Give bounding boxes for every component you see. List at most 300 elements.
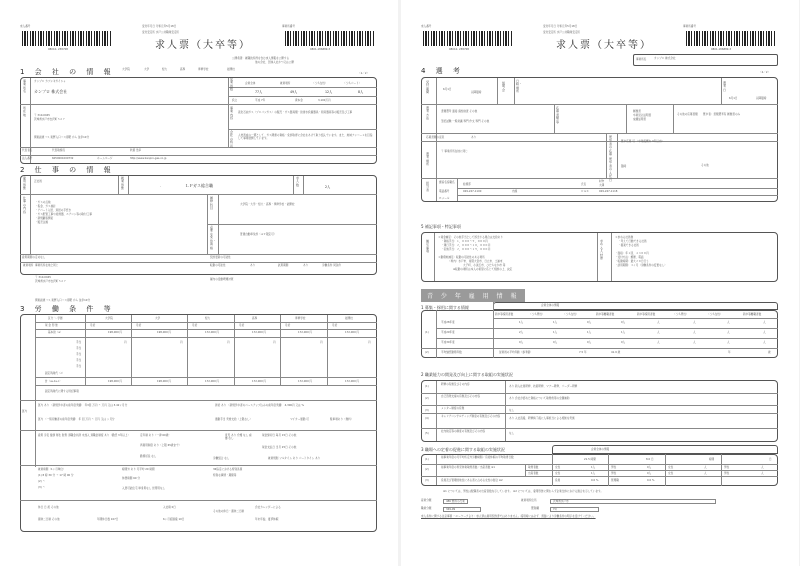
label-extension: 内線 xyxy=(512,190,518,193)
note-right-line: ＊求める社員像 xyxy=(615,236,634,239)
youth-cell: 0人 xyxy=(553,341,558,344)
housing: 入居可能住宅 単身用なし 世帯用なし xyxy=(122,487,166,490)
label-job-content: 仕事の内容 xyxy=(23,196,27,214)
company-feature: 人材育成の一環として、ガス関連の資格・免許取得に会社をあげて取り組んでいます。また、地域ナンバー１を目指して事業展開しています。 xyxy=(238,134,373,141)
training-index: (5) xyxy=(425,432,429,435)
label-graduate-apply: 既卒者の応募 xyxy=(609,135,613,157)
label-overtime-avg: 前事業年度の月平均所定外労働時間／有給休暇の平均取得日数 xyxy=(441,456,514,459)
license: 普通自動車免許（ＡＴ限定可） xyxy=(240,233,277,236)
work-form: - xyxy=(160,185,161,188)
note-line: ・資格手当：１，０００～９，０００円 xyxy=(441,240,488,243)
parking: 駐車場あり（無料） xyxy=(330,418,354,421)
overtime-unit: 時間 xyxy=(709,458,715,461)
special-clause: 36協定における特別条項 xyxy=(213,468,243,471)
note-line: ※転勤の場所は本人の希望に応じて相談の上、決定 xyxy=(453,268,513,271)
label-capital: 資本金 xyxy=(295,99,303,102)
target-kosen: 高専 xyxy=(180,68,186,71)
section-3-title: 3 労 働 条 件 等 xyxy=(20,305,115,313)
youth-cell: 2人 xyxy=(519,331,524,334)
childcare-taker-cell: 人 xyxy=(704,466,707,469)
label-docs: 応募書類等 xyxy=(556,106,560,124)
occupation: 349-99 xyxy=(443,507,481,512)
retirement-age: 定年制 あり（一律 60歳） xyxy=(140,434,171,437)
selection-note: 以降随時 xyxy=(756,97,767,100)
section-2-title: 2 仕 事 の 情 報 xyxy=(20,166,115,174)
warning-note: 求人条件に関する注意事項 ハローワークより：求人票は雇用契約書ではありません。採用時には必ず、書面により労働条件の明示を受けてください。 xyxy=(421,515,596,518)
break-time: 休憩時間 60 分 xyxy=(122,477,140,480)
homepage-link[interactable]: http://www.kanpro-gas.co.jp xyxy=(130,157,167,160)
company-calendar: 会社カレンダーによる xyxy=(255,506,281,509)
youth-head: （うち男性） xyxy=(673,313,689,316)
allowance-label: 手当 xyxy=(76,365,82,368)
label-corp-no: 法人番号 xyxy=(22,157,33,160)
kyujin-no: 08010- 238708 xyxy=(449,48,469,51)
note-right-line: ・考えて行動できる社員 xyxy=(618,240,647,243)
doc-title: 求人票（大卒等） xyxy=(155,40,251,51)
yen-unit: 円 xyxy=(273,341,276,344)
youth-cell: 人 xyxy=(727,341,730,344)
company-name: カンプロ 株式会社 xyxy=(654,57,676,60)
training-label: キャリアコンサルティング制度の有無及びその内容 xyxy=(441,415,501,418)
wage-head: 高専 xyxy=(252,317,258,320)
total-wage: 172,000 円 xyxy=(345,380,360,383)
school-types: 大学院・大学・短大・高専・専修学校・能開校 xyxy=(240,203,295,206)
smoking-policy: 屋内の受動喫煙対策 xyxy=(210,278,234,281)
label-transfer: 転勤の可能性 xyxy=(210,264,226,267)
training-label: 自己啓発支援の有無及びその内容 xyxy=(441,395,480,398)
note-line: ＊賃金補足：その他手当として該当する場合は支給あり xyxy=(438,236,503,239)
jigyosho-barcode xyxy=(686,31,776,46)
acceptance-date: 6月1日 xyxy=(443,88,452,91)
kyujin-barcode xyxy=(22,31,112,46)
note-line: ・家族手当：２，０００～１９，０００円 xyxy=(441,248,491,251)
label-established: 設立 xyxy=(232,99,238,102)
target-daigakuin: 大学院 xyxy=(122,68,130,71)
youth-cell: 1人 xyxy=(553,321,558,324)
duty-item: ・ガスの点検 xyxy=(35,201,51,204)
allowance-label: 手当 xyxy=(76,353,82,356)
label-email: Ｅメール xyxy=(439,197,450,200)
written-exam: 筆記試験 一般常識 専門 作文 専門 その他 xyxy=(441,120,490,123)
training-value: なし xyxy=(509,432,515,435)
wage-form: 月給 xyxy=(192,324,198,327)
section-5-title: 5 補記事項・特記事項 xyxy=(421,224,461,229)
doc-item: 成績証明書 xyxy=(633,118,646,121)
extension: 勤務延長 なし xyxy=(140,455,157,458)
youth-head: 新卒等採用者数 xyxy=(637,313,656,316)
duty-item: ・アパート入居、退居の手続き xyxy=(35,209,72,212)
youth-head: （うち男性） xyxy=(529,313,545,316)
uketsuke-date: 受付年月日 令和元年5月18日 xyxy=(142,25,177,28)
duty-item: ・新規顧客開拓 xyxy=(35,217,54,220)
annual-holidays: 年間休日数 107日 xyxy=(97,518,119,521)
label-officers: 役員 xyxy=(555,479,561,482)
business-content: 液化石油ガス（プロパンガス）の販売・ガス器具類・給排水設備器具・厨房器具等の販売及び工事 xyxy=(238,111,353,114)
manager-ratio: 0.0 % xyxy=(647,479,655,482)
note-right-line: ・受付方法：郵便、電話 xyxy=(615,256,644,259)
other-holidays: その他の休日・週休二日制 xyxy=(213,510,245,513)
paid-leave-6m: 6ヶ月経過後 10日 xyxy=(163,518,185,521)
rep-name: 秋葉 浩幸 xyxy=(130,149,142,152)
page-2 xyxy=(401,0,799,566)
training-label: 社内検定等の制度の有無及びその内容 xyxy=(441,430,486,433)
birth-cell: 男性 xyxy=(724,472,730,475)
birth-cell: 男性 xyxy=(611,472,617,475)
childcare-taker-cell: 0人 xyxy=(647,466,652,469)
youth-cell: 人 xyxy=(727,331,730,334)
work-hours-1: (1) 8 時 30 分 ～ 17 時 00 分 xyxy=(38,474,74,477)
label-births: 出産者数 xyxy=(528,472,539,475)
youth-cell: 人 xyxy=(657,331,660,334)
training-index: (1) xyxy=(425,385,429,388)
wage-head: 大学院 xyxy=(105,317,113,320)
youth-cell: 1人 xyxy=(587,331,592,334)
employment-period: 雇用期間の定めなし xyxy=(22,256,46,259)
jigyosho-barcode xyxy=(285,31,375,46)
bonus-graduates: 賞与 あり （新規学卒者の前年度実績） 年3回 万円 ～ 万円 又は 3.42ヶ月分 xyxy=(38,404,128,407)
wage-head: 能開校 xyxy=(345,317,353,320)
youth-cell: 0人 xyxy=(621,321,626,324)
leave: 育児 あり 介護 なし 看護 なし xyxy=(225,434,252,441)
selection-place: 〒 事業所所在地に同じ xyxy=(441,150,468,153)
year-end-holidays: 年末年始、夏季休暇 xyxy=(255,518,279,521)
training-label: メンター制度の有無 xyxy=(441,407,465,410)
youth-cell: 人 xyxy=(693,331,696,334)
wage-head: 短大 xyxy=(205,317,211,320)
postal-code: 〒 310-0045 xyxy=(34,114,50,117)
label-business: 事業内容 xyxy=(230,106,234,121)
youth-cell: 人 xyxy=(763,341,766,344)
jigyosho-no: 0801-186889-3 xyxy=(711,48,732,51)
target-tandai: 短大 xyxy=(162,68,168,71)
training-label: 研修の有無及びその内容 xyxy=(441,383,470,386)
label-avg-age: 従業員の平均年齢（参考値） xyxy=(499,351,533,354)
label-docs-return: 応募書類の返戻 xyxy=(426,136,445,139)
yen-unit: 円 xyxy=(368,341,371,344)
trial-condition: 労働条件 同条件 xyxy=(322,264,341,267)
label-license: 必要な免許・資格 xyxy=(210,225,217,250)
kyujin-barcode xyxy=(423,31,513,46)
youth-cell: 人 xyxy=(693,341,696,344)
youth3-group-label: 企業全体の情報 xyxy=(591,448,610,451)
address: 茨城県水戸市吉沢町５６７ xyxy=(34,118,66,121)
youth3-group-head xyxy=(552,445,778,454)
allowance-label: 手当 xyxy=(76,341,82,344)
label-method: 選考方法 xyxy=(426,106,430,121)
childcare-taker-cell: 男性 xyxy=(724,466,730,469)
contact-dept: 総務部 xyxy=(463,183,471,186)
job-title: ＬＰガス総合職 xyxy=(185,183,213,188)
contact-fax: 029-247-1118 xyxy=(599,190,618,193)
label-fax: ＦＡＸ xyxy=(581,190,589,193)
access: 関東鉄道バス 東野入口バス停駅 から 徒歩10分 xyxy=(34,136,90,139)
contact-kana: ｵｵｻﾜ xyxy=(599,180,605,183)
mycar-commute: マイカー通勤 可 xyxy=(290,418,309,421)
page-number: （1／2） xyxy=(358,72,370,75)
weekly-two-days: 週休二日制 その他 xyxy=(38,518,60,521)
target-daigaku: 大学 xyxy=(144,68,150,71)
label-entry-date: 既卒者の入社日 xyxy=(609,157,613,182)
childcare-taker-cell: 1人 xyxy=(591,466,596,469)
youth-cell: 0人 xyxy=(587,341,592,344)
acceptance-note: 以降随時 xyxy=(471,91,482,94)
youth-2-title: 2 職業能力の開発及び向上に関する取組の実施状況 xyxy=(421,372,513,377)
note-line: ・運行手当：２，０００～１０，０００円 xyxy=(441,244,491,247)
label-occupation: 職業分類 xyxy=(421,507,432,510)
label-tel: 電話番号 xyxy=(439,190,450,193)
corp-no: 6050001000732 xyxy=(52,157,74,160)
label-female-ratio: 役員及び管理的地位にある者に占める女性の割合 ※2 xyxy=(441,479,503,482)
overtime: 時間外 あり 月平均 20 時間 xyxy=(122,468,155,471)
renewal: 契約更新の可能性 xyxy=(210,256,231,259)
uketsuke-office: 受付安定所 水戸公共職業安定所 xyxy=(543,31,581,34)
base-salary: 198,000 円 xyxy=(108,331,123,334)
label-feature: 会社の特長 xyxy=(230,130,234,148)
retention-index: (1) xyxy=(425,458,429,461)
label-work-form: 就業形態 xyxy=(121,176,125,191)
note-line: 大子町、小美玉市、ひたちなか市 等 xyxy=(463,264,506,267)
emp-head-place: 就業場所 xyxy=(280,82,291,85)
emp-head-part: （うちパート） xyxy=(343,82,362,85)
kyujin-no: 08010- 238708 xyxy=(48,48,68,51)
established: 平成 7年 xyxy=(255,99,266,102)
label-total: 計（a+b+c） xyxy=(45,380,62,383)
emp-head-female: （うち女性） xyxy=(312,82,328,85)
training-index: (2) xyxy=(425,397,429,400)
rep-title: 代表取締役 xyxy=(52,149,65,152)
doc-item: 卒業見込証明書 xyxy=(633,114,652,117)
note-line: ＊勤務地補足：転勤の可能性のある場所 xyxy=(438,256,485,259)
youth-year: 平成28年度 xyxy=(441,321,455,324)
wage-head-kubun: 区分 ＼ 学歴 xyxy=(48,317,63,320)
yen-unit: 円 xyxy=(320,341,323,344)
emp-all: 77人 xyxy=(255,90,263,94)
kyujin-label: 求人番号 xyxy=(20,25,31,28)
training-value: なし xyxy=(509,409,515,412)
days-unit: 日 xyxy=(769,458,772,461)
training-value: あり 会社が認めた資格について取得費用の全額補助 xyxy=(509,397,570,400)
total-wage: 172,000 円 xyxy=(205,380,220,383)
total-wage: 198,000 円 xyxy=(157,380,172,383)
rehire: 再雇用制度 あり（上限 65歳まで） xyxy=(140,444,182,447)
childcare-taker-cell: 女性 xyxy=(668,466,674,469)
kokai2: 他の会社、団体入社かつ又は公開 xyxy=(255,61,294,64)
work-rules: 就業規則 フルタイム あり パートタイム あり xyxy=(268,457,321,460)
label-company: 事業所名 xyxy=(636,58,647,61)
label-name: 氏名 xyxy=(581,183,587,186)
docs-return: あり xyxy=(471,136,477,139)
note-right-line: ・転勤時期：最大２０日行う xyxy=(615,260,649,263)
label-datetime-place: 日時・場所 xyxy=(516,79,523,94)
total-wage: 172,000 円 xyxy=(298,380,313,383)
jigyosho-label: 事業所番号 xyxy=(683,25,696,28)
note-right-line: ・提案できる社員 xyxy=(618,244,639,247)
training-value: あり 新入社員研修、技術研修、マナー研修、リーダー研修 xyxy=(509,385,578,388)
label-job-count: 求人数 xyxy=(296,176,300,187)
kokai: 公開希望：就職的所得を含む求人情報を公開する xyxy=(232,57,290,60)
birth-cell: 0人 xyxy=(647,472,652,475)
wage-head: 専修学校 xyxy=(295,317,306,320)
place-address: 茨城県水戸市吉沢町５６７ xyxy=(35,280,67,283)
company-kana: カンプロ カブシキガイシャ xyxy=(34,80,66,83)
youth-head: （うち女性） xyxy=(707,313,723,316)
target-senshu: 専修学校 xyxy=(198,68,209,71)
target-nokai: 能開校 xyxy=(227,68,235,71)
work-hours-2: (2) ～ xyxy=(38,480,46,483)
youth-group-label: 企業全体の情報 xyxy=(541,304,560,307)
emp-female: 12人 xyxy=(325,90,333,94)
paid-leave-avg: 8.0 日 xyxy=(646,458,654,461)
capital: 3,100万円 xyxy=(318,99,331,102)
company-info-box xyxy=(20,77,377,164)
area: YQ xyxy=(550,507,599,512)
childcare-taker-cell: 女性 xyxy=(555,466,561,469)
label-selection-date: 選考日 xyxy=(723,81,727,92)
youth-cell: 人 xyxy=(727,321,730,324)
birth-cell: 女性 xyxy=(555,472,561,475)
youth-cell: 人 xyxy=(657,321,660,324)
duty-item: ・集金、ガス検針 xyxy=(35,205,56,208)
label-bonus: 賞与 xyxy=(22,410,28,413)
label-base-salary: 基本給（a） xyxy=(48,331,63,334)
label-notes: 補足事項 xyxy=(426,239,430,254)
selection-method: 書類選考 面接 適性検査 その他 xyxy=(441,110,478,113)
label-contact: 担当者 xyxy=(426,181,430,192)
label-area: 選別欄 xyxy=(531,507,539,510)
allowance-label: 手当 xyxy=(76,359,82,362)
payday: 賃金支払日 当月 25日 その他 xyxy=(262,446,297,449)
birth-cell: 女性 xyxy=(668,472,674,475)
youth-1-title: 1 募集・採用に関する情報 xyxy=(421,305,469,310)
youth-employment-banner: 青 少 年 雇 用 情 報 xyxy=(421,289,525,302)
yen-unit: 円 xyxy=(124,341,127,344)
youth-group-head xyxy=(493,302,778,310)
youth-cell: 0人 xyxy=(587,321,592,324)
label-briefing: 説明会 xyxy=(502,81,506,92)
trial-value: あり xyxy=(303,264,309,267)
youth-cell: 0人 xyxy=(519,341,524,344)
label-company-name: 事業所名 xyxy=(23,79,27,94)
youth-row-index: (2) xyxy=(425,351,429,354)
holidays: 休日 日 祝 その他 xyxy=(38,506,59,509)
yen-unit: 円 xyxy=(227,341,230,344)
total-wage: 172,000 円 xyxy=(252,380,267,383)
place-access: 関東鉄道バス 東野入口バス停駅 から 徒歩10分 xyxy=(35,299,91,302)
company-name: カンプロ 株式会社 xyxy=(34,89,68,94)
note-right-line: ・面接：年１回、４３００円 xyxy=(615,252,649,255)
fixed-overtime-note: 固定残業代に関する特記事項 xyxy=(45,390,79,393)
label-employees: 従業員数 xyxy=(230,77,234,92)
youth-head: 新卒等離職者数 xyxy=(596,313,615,316)
transfer-value: あり xyxy=(250,264,256,267)
wage-head: 大学 xyxy=(155,317,161,320)
label-fixed-overtime: 固定残業代（c） xyxy=(45,372,65,375)
label-acceptance: 受付期間 xyxy=(426,80,430,95)
base-salary: 172,000 円 xyxy=(205,331,220,334)
youth-head: 新卒等離職者数 xyxy=(743,313,762,316)
birth-cell: 人 xyxy=(704,472,707,475)
youth-cell: 1人 xyxy=(519,321,524,324)
youth-row-index: (1) xyxy=(425,331,429,334)
youth-cell: 人 xyxy=(763,331,766,334)
youth-3-title: 3 職場への定着の促進に関する取組の実施状況 xyxy=(421,447,505,452)
job-info-box xyxy=(20,175,377,275)
section-1-title: 1 会 社 の 情 報 xyxy=(20,68,115,76)
birth-cell: 人 xyxy=(761,472,764,475)
footnote: ※1 については、男性は配偶者の出産者数を示しています。 ※2 については、雇用形態に関わらず企業全体における割合を示しています。 xyxy=(443,490,604,493)
label-trial: 試用期間 xyxy=(278,264,289,267)
age-unit: 歳 xyxy=(768,351,771,354)
employment-type: 正社員 xyxy=(34,180,42,183)
wage-form: 月給 xyxy=(136,324,142,327)
jigyosho-label: 事業所番号 xyxy=(282,25,295,28)
emp-head-all: 企業全体 xyxy=(245,82,256,85)
place-same: 事業所所在地と同じ xyxy=(35,264,59,267)
label-industry: 産業分類 xyxy=(421,499,432,502)
tenure-unit: 年 xyxy=(728,351,731,354)
note-line: （県内）水戸市、常陸大宮市、日立市、土浦市、 xyxy=(448,260,506,263)
bonus-general: 賞与 （一般労働者の前年度実績） 年 回 万円 ～ 万円 又は ヶ月分 xyxy=(38,418,115,421)
training-index: (3) xyxy=(425,409,429,412)
allowance-label: 手当 xyxy=(76,347,82,350)
paid-leave-entry: 入社時 0日 xyxy=(163,506,176,509)
place-postal: 〒 310-0045 xyxy=(35,276,51,279)
emp-part: 8人 xyxy=(358,90,364,94)
section-4-title: 4 選 考 xyxy=(421,67,464,75)
label-other: その他 xyxy=(701,164,709,167)
note-right-line: ・試用期間：３ヶ月（労働条件の変更なし） xyxy=(615,264,667,267)
work-hours-3: (3) ～ xyxy=(38,486,46,489)
label-childcare: 前事業年度の育児休業取得者数／出産者数 ※1 xyxy=(441,466,495,469)
tenure-value: 7.5 年 xyxy=(579,351,587,354)
retention-index: (3) xyxy=(425,479,429,482)
total-wage: 198,000 円 xyxy=(108,380,123,383)
yen-unit: 円 xyxy=(180,341,183,344)
page-number: （2／2） xyxy=(759,71,771,74)
work-hours: 就業時間（1ヶ月単位） xyxy=(38,468,66,471)
label-selection-place: 選考場所 xyxy=(426,152,430,167)
overtime-avg: 21.5 時間 xyxy=(584,458,596,461)
label-school: 履修科目 xyxy=(210,196,214,211)
doc-item: 履歴書 xyxy=(633,110,641,113)
training-value: あり 入社直後、研修終了後に人事担当による相談を実施 xyxy=(509,417,575,420)
labor-union: 労働組合 なし xyxy=(213,457,230,460)
youth-cell: 1人 xyxy=(621,331,626,334)
page-1 xyxy=(0,0,398,566)
youth-head: （うち女性） xyxy=(563,313,579,316)
youth-cell: 人 xyxy=(693,321,696,324)
label-takers: 取得者数 xyxy=(528,466,539,469)
training-index: (4) xyxy=(425,417,429,420)
uketsuke-date: 受付年月日 令和元年5月18日 xyxy=(543,25,578,28)
contact-name: 大澤 xyxy=(599,184,605,187)
label-wage-form: 賃 金 形 態 xyxy=(45,324,58,327)
label-other-docs: その他の応募書類 xyxy=(677,113,698,116)
contact-tel: 029-247-1100 xyxy=(463,190,482,193)
label-work-place: 就業場所 xyxy=(23,264,34,267)
label-homepage: ホームページ xyxy=(97,157,113,160)
youth-cell: 0人 xyxy=(621,341,626,344)
wage-form: 月給 xyxy=(239,324,245,327)
youth-year: 平成29年度 xyxy=(441,331,455,334)
youth-cell: 人 xyxy=(763,321,766,324)
youth-year: 平成30年度 xyxy=(441,341,455,344)
label-address: 所在地 xyxy=(23,106,27,117)
youth-head: 新卒等採用者数 xyxy=(495,313,514,316)
wage-cutoff: 賃金締切日 毎月 15日 その他 xyxy=(262,434,297,437)
raise: 昇給 あり （新規学卒者のベースアップ込みの前年度実績） 4,300円 又は % xyxy=(215,404,304,407)
base-salary: 172,000 円 xyxy=(345,331,360,334)
